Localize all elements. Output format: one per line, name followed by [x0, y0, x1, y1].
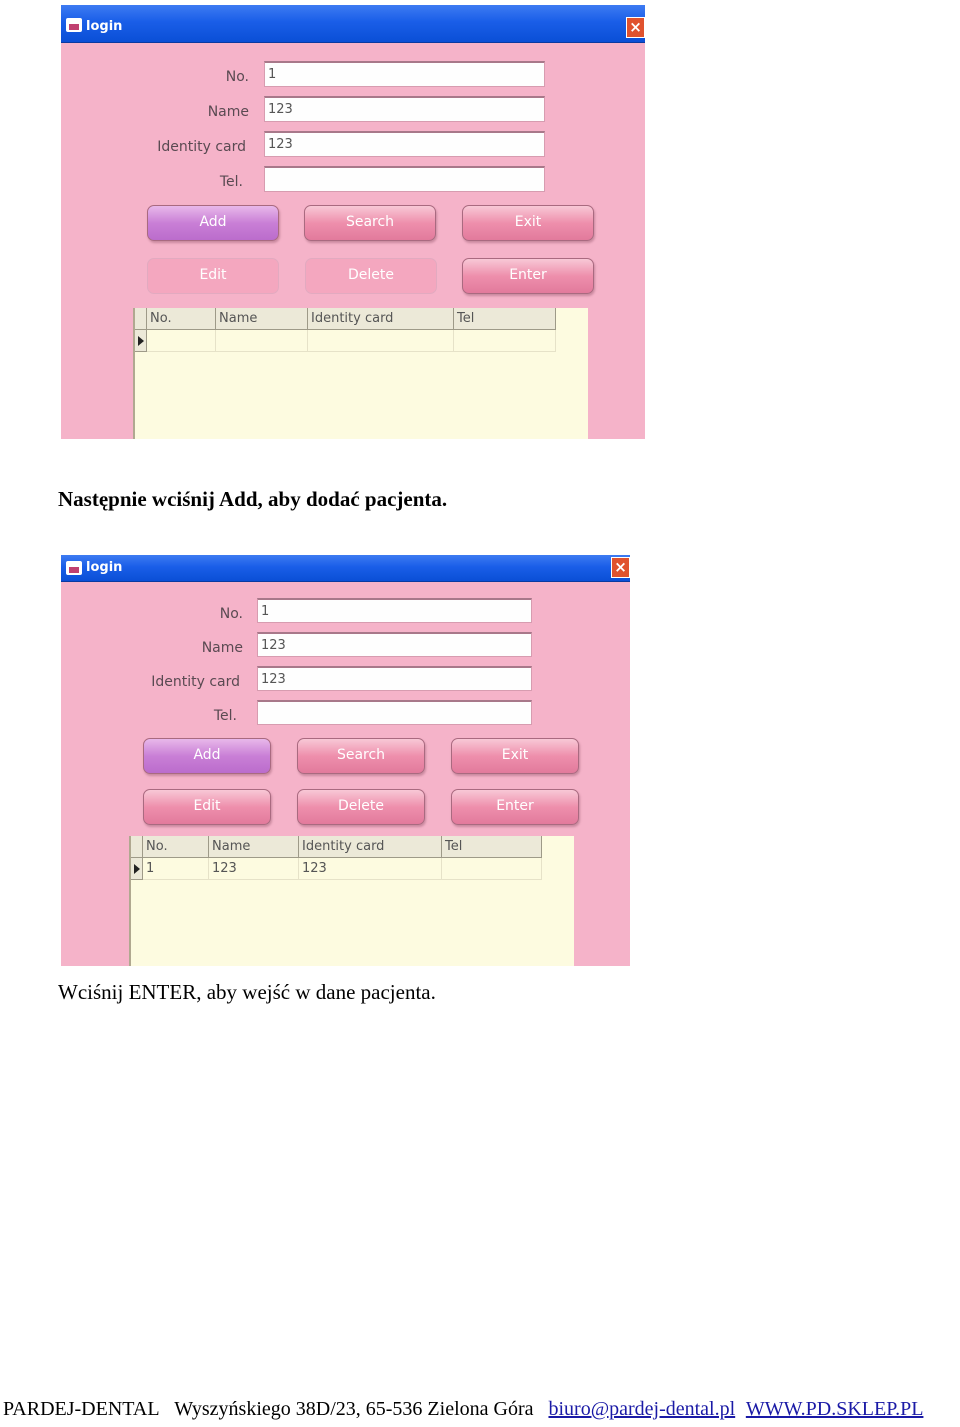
login-window-screenshot-1	[61, 5, 645, 439]
patient-grid[interactable]	[133, 308, 588, 439]
label-no: No.	[219, 606, 243, 622]
patient-grid[interactable]	[129, 836, 574, 966]
grid-header-identity-card[interactable]: Identity card	[308, 308, 454, 330]
add-button[interactable]: Add	[143, 738, 271, 774]
instruction-caption-1: Następnie wciśnij Add, aby dodać pacjenta.	[58, 487, 448, 511]
enter-button[interactable]: Enter	[451, 789, 579, 825]
add-button[interactable]: Add	[147, 205, 279, 241]
no-field[interactable]	[257, 598, 532, 623]
footer-company: PARDEJ-DENTAL	[3, 1398, 160, 1420]
row-indicator-icon	[135, 330, 147, 352]
table-cell[interactable]	[216, 330, 308, 352]
label-tel: Tel.	[213, 708, 237, 724]
exit-button[interactable]: Exit	[462, 205, 594, 241]
identity-card-field[interactable]	[264, 131, 545, 157]
delete-button[interactable]: Delete	[297, 789, 425, 825]
search-button[interactable]: Search	[304, 205, 436, 241]
table-cell[interactable]	[454, 330, 556, 352]
grid-header-name[interactable]: Name	[216, 308, 308, 330]
footer-email-link[interactable]: biuro@pardej-dental.pl	[548, 1398, 736, 1420]
exit-button[interactable]: Exit	[451, 738, 579, 774]
footer-address: Wyszyńskiego 38D/23, 65-536 Zielona Góra	[174, 1398, 534, 1420]
close-icon[interactable]: ×	[611, 557, 630, 578]
row-indicator-icon	[131, 858, 143, 880]
name-field[interactable]	[264, 96, 545, 122]
footer-website-link[interactable]: WWW.PD.SKLEP.PL	[745, 1398, 924, 1420]
login-window-screenshot-2	[61, 555, 630, 966]
grid-header-tel[interactable]: Tel	[454, 308, 556, 330]
table-cell[interactable]: 123	[209, 858, 299, 880]
no-field[interactable]	[264, 61, 545, 87]
edit-button[interactable]: Edit	[147, 258, 279, 294]
table-cell[interactable]: 123	[299, 858, 442, 880]
page-footer	[3, 1398, 929, 1421]
tel-field[interactable]	[264, 166, 545, 192]
identity-card-field[interactable]	[257, 666, 532, 691]
app-window-icon	[66, 561, 82, 575]
window-title: login	[86, 19, 123, 34]
window-title: login	[86, 560, 123, 575]
grid-header-no[interactable]: No.	[147, 308, 216, 330]
label-identity-card: Identity card	[157, 139, 246, 155]
grid-header-no[interactable]: No.	[143, 836, 209, 858]
name-field[interactable]	[257, 632, 532, 657]
delete-button[interactable]: Delete	[305, 258, 437, 294]
grid-header-tel[interactable]: Tel	[442, 836, 542, 858]
grid-header-identity-card[interactable]: Identity card	[299, 836, 442, 858]
table-cell[interactable]: 1	[143, 858, 209, 880]
close-icon[interactable]: ×	[626, 17, 645, 38]
grid-header-name[interactable]: Name	[209, 836, 299, 858]
label-name: Name	[201, 640, 243, 656]
search-button[interactable]: Search	[297, 738, 425, 774]
grid-corner	[131, 836, 143, 858]
grid-corner	[135, 308, 147, 330]
title-bar	[61, 555, 630, 582]
label-name: Name	[207, 104, 249, 120]
tel-field[interactable]	[257, 700, 532, 725]
table-cell[interactable]	[308, 330, 454, 352]
app-window-icon	[66, 18, 82, 32]
label-tel: Tel.	[219, 174, 243, 190]
enter-button[interactable]: Enter	[462, 258, 594, 294]
edit-button[interactable]: Edit	[143, 789, 271, 825]
label-no: No.	[225, 69, 249, 85]
instruction-caption-2: Wciśnij ENTER, aby wejść w dane pacjenta.	[58, 980, 436, 1004]
table-cell[interactable]	[147, 330, 216, 352]
table-cell[interactable]	[442, 858, 542, 880]
title-bar	[61, 5, 645, 43]
label-identity-card: Identity card	[151, 674, 240, 690]
